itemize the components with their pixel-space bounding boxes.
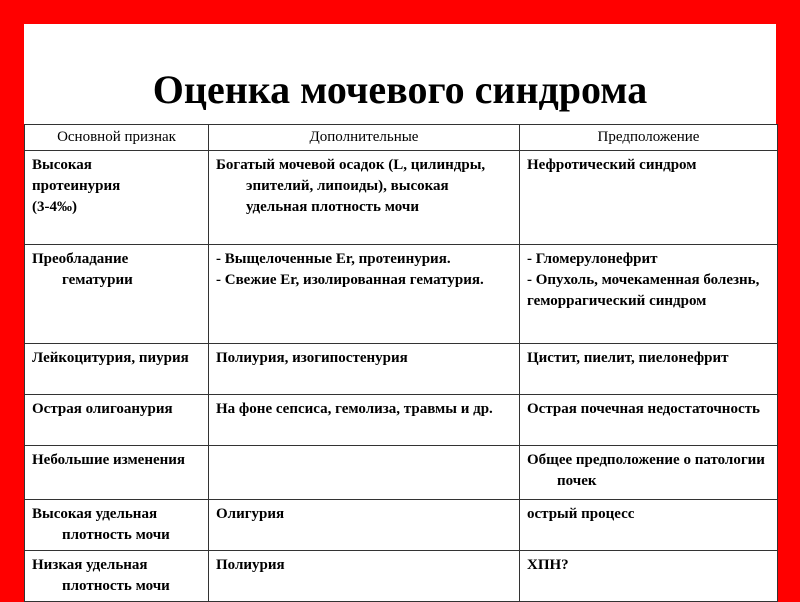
cell-extra bbox=[209, 151, 520, 245]
sign-text: Низкая удельная плотность мочи bbox=[32, 556, 170, 594]
cell-extra bbox=[209, 245, 520, 344]
sign-text: Острая олигоанурия bbox=[32, 400, 173, 417]
cell-sign bbox=[25, 499, 209, 550]
table-header-row bbox=[25, 125, 778, 151]
cell-sign bbox=[25, 245, 209, 344]
cell-assumption bbox=[520, 550, 778, 601]
header-main-sign: Основной признак bbox=[25, 125, 209, 151]
table-row bbox=[25, 344, 778, 394]
cell-assumption bbox=[520, 394, 778, 445]
cell-assumption bbox=[520, 344, 778, 394]
table-row bbox=[25, 499, 778, 550]
table-row bbox=[25, 394, 778, 445]
cell-assumption bbox=[520, 151, 778, 245]
cell-sign bbox=[25, 550, 209, 601]
assumption-item: - Гломерулонефрит bbox=[527, 251, 658, 268]
assumption-text: Общее предположение о патологии почек bbox=[527, 451, 765, 489]
assumption-text: острый процесс bbox=[527, 505, 635, 522]
cell-assumption bbox=[520, 245, 778, 344]
slide-title: Оценка мочевого синдрома bbox=[152, 67, 648, 112]
extra-text: Полиурия, изогипостенурия bbox=[216, 350, 408, 367]
header-assumption: Предположение bbox=[520, 125, 778, 151]
cell-extra bbox=[209, 344, 520, 394]
extra-text: Полиурия bbox=[216, 556, 285, 573]
assumption-text: Острая почечная недостаточность bbox=[527, 400, 760, 417]
cell-sign bbox=[25, 394, 209, 445]
assumption-item: - Опухоль, мочекаменная болезнь, геморрагический синдром bbox=[527, 272, 760, 310]
cell-assumption bbox=[520, 445, 778, 499]
table-row bbox=[25, 445, 778, 499]
table-row bbox=[25, 245, 778, 344]
assumption-text: Цистит, пиелит, пиелонефрит bbox=[527, 350, 729, 367]
header-additional: Дополнительные bbox=[209, 125, 520, 151]
cell-sign bbox=[25, 445, 209, 499]
cell-extra bbox=[209, 550, 520, 601]
sign-text: Высокая протеинурия (3-4‰) bbox=[32, 157, 121, 215]
cell-sign bbox=[25, 344, 209, 394]
cell-assumption bbox=[520, 499, 778, 550]
cell-extra bbox=[209, 445, 520, 499]
table-row bbox=[25, 550, 778, 601]
extra-text: Олигурия bbox=[216, 505, 285, 522]
sign-text: Лейкоцитурия, пиурия bbox=[32, 350, 189, 367]
sign-text: Высокая удельная плотность мочи bbox=[32, 505, 170, 543]
extra-item: - Выщелоченные Er, протеинурия. bbox=[216, 251, 451, 268]
assumption-text: Нефротический синдром bbox=[527, 157, 697, 173]
sign-text: Небольшие изменения bbox=[32, 451, 186, 468]
table-row bbox=[25, 151, 778, 245]
cell-extra bbox=[209, 499, 520, 550]
extra-item: - Свежие Er, изолированная гематурия. bbox=[216, 272, 484, 289]
urine-syndrome-table bbox=[24, 124, 778, 602]
assumption-text: ХПН? bbox=[527, 556, 569, 573]
cell-sign bbox=[25, 151, 209, 245]
cell-extra bbox=[209, 394, 520, 445]
extra-text: На фоне сепсиса, гемолиза, травмы и др. bbox=[216, 400, 493, 417]
sign-text: Преобладание гематурии bbox=[32, 251, 133, 289]
slide-card bbox=[24, 24, 776, 594]
extra-text: Богатый мочевой осадок (L, цилиндры, эпителий, липоиды), высокая удельная плотность мочи bbox=[216, 157, 486, 215]
